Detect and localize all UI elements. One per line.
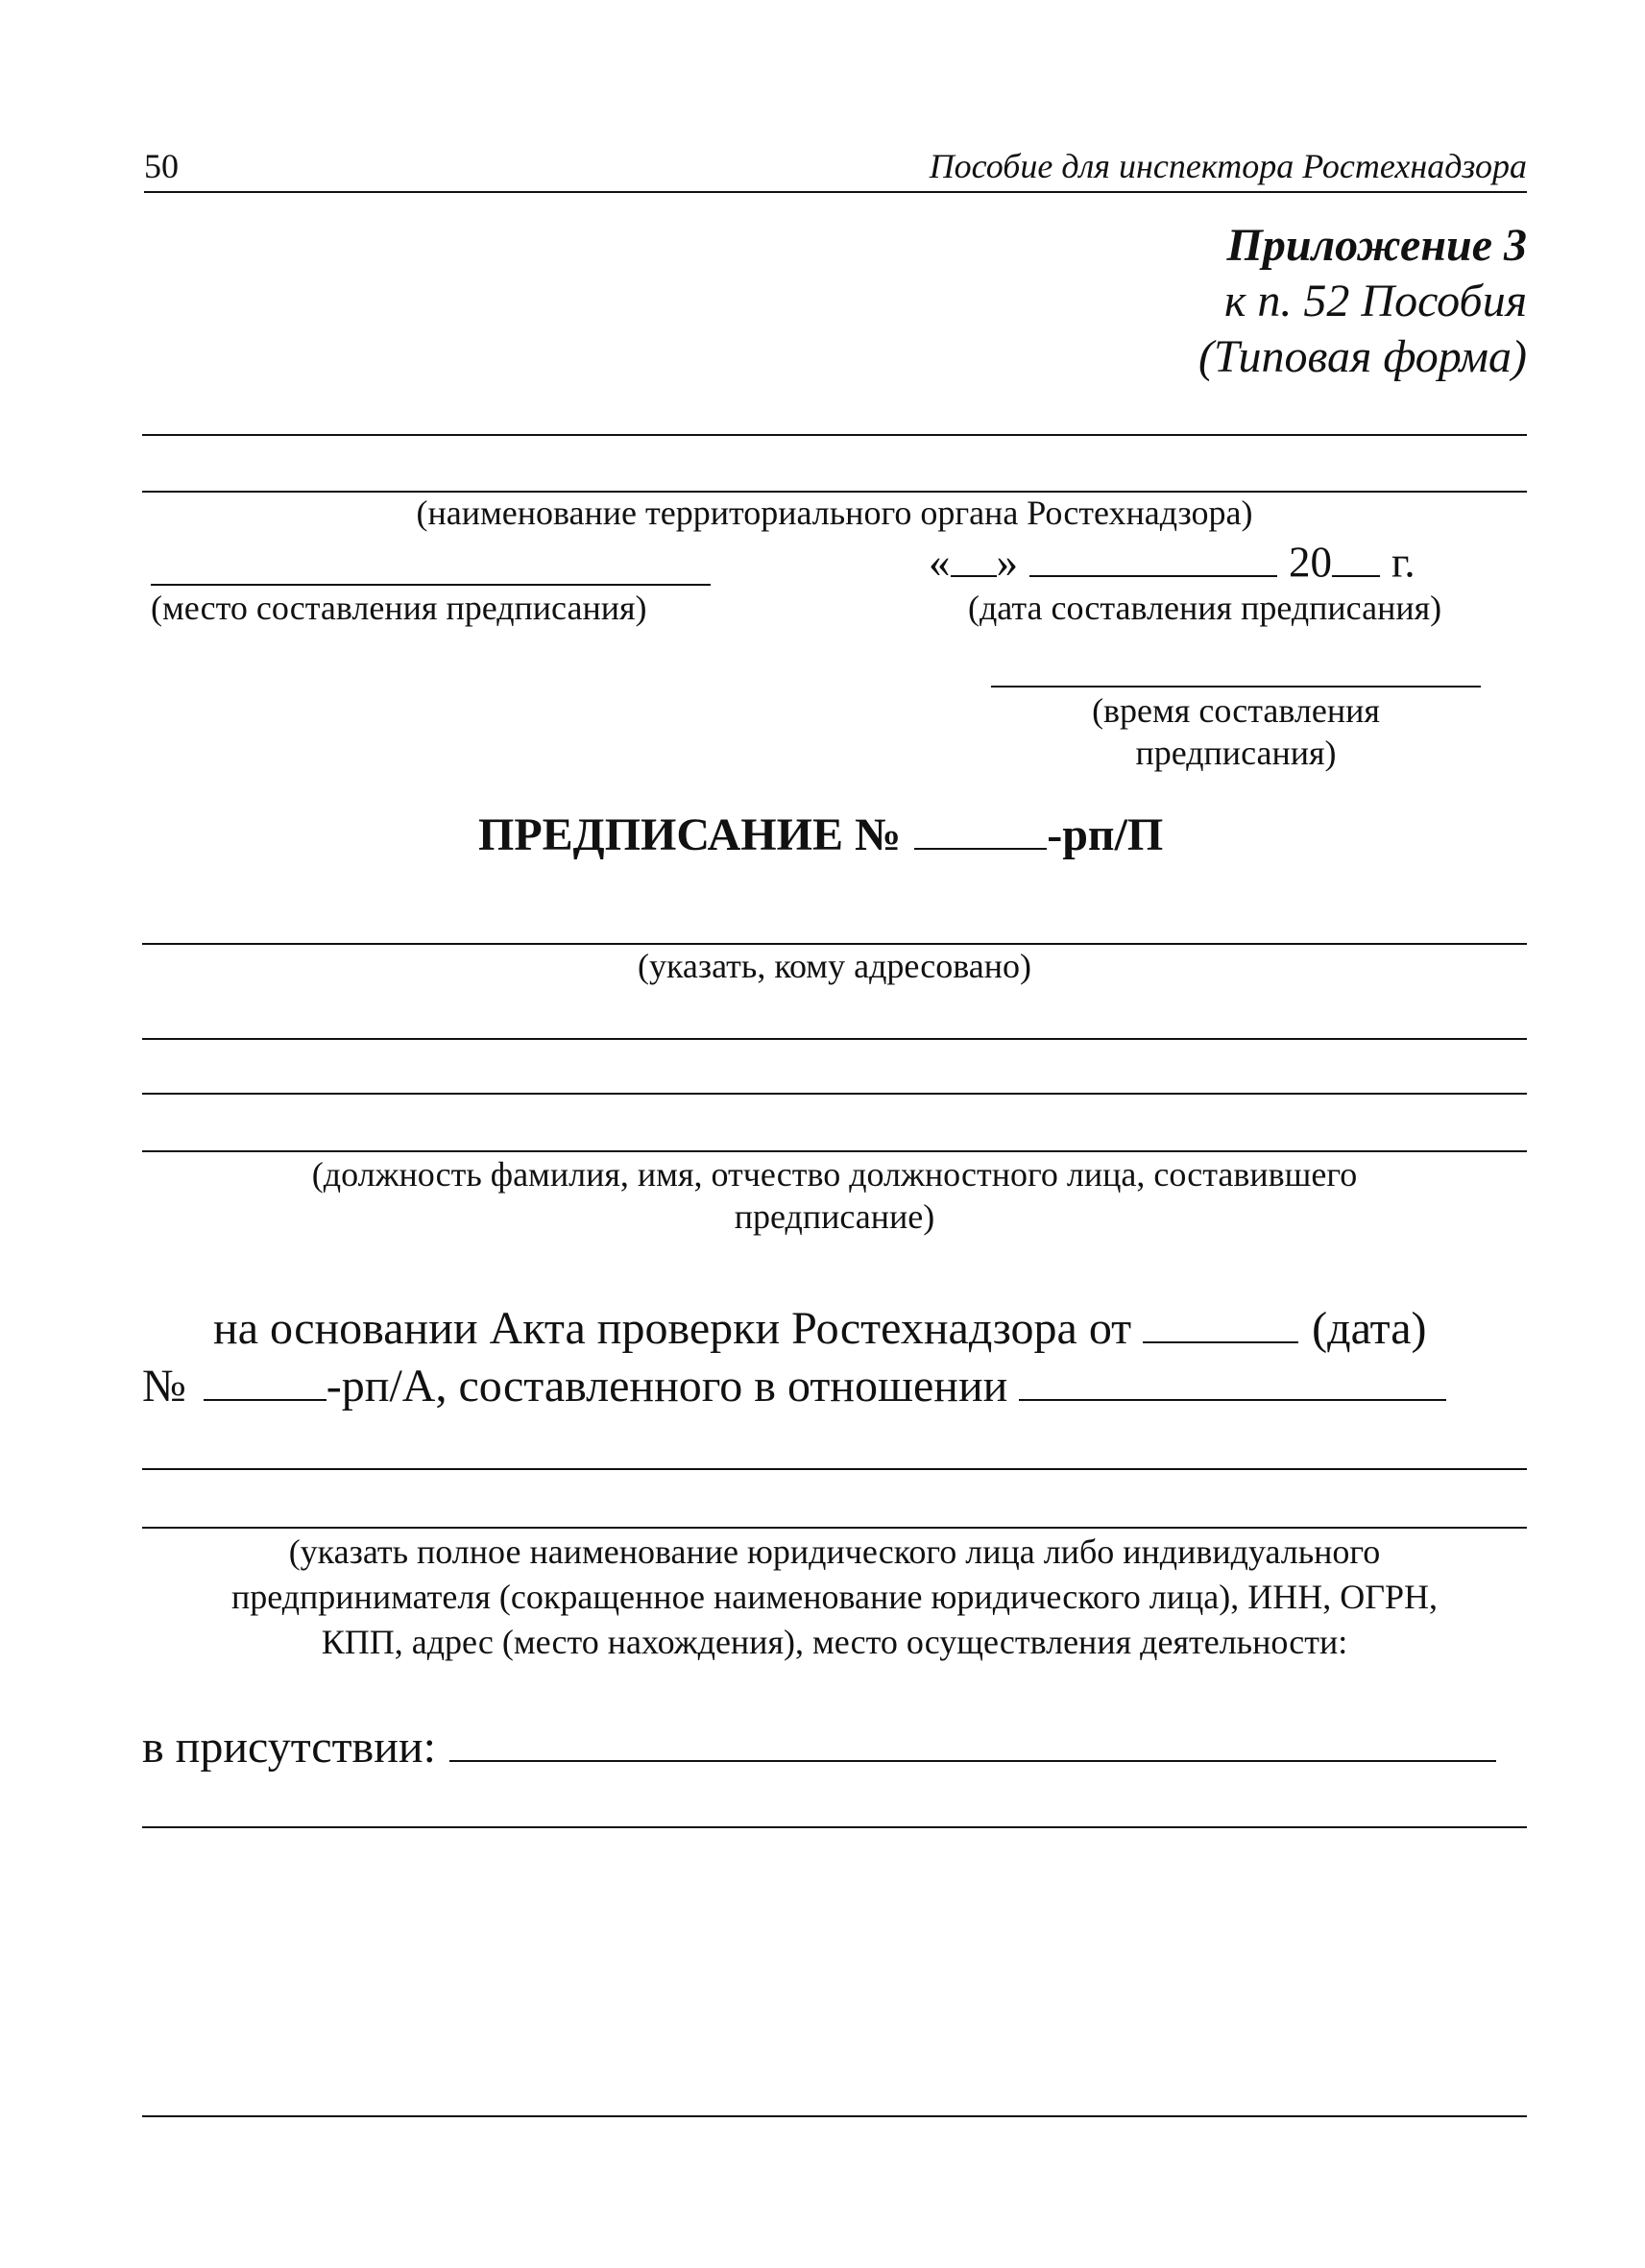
date-field[interactable] xyxy=(929,536,1415,588)
date-day-blank[interactable] xyxy=(951,536,997,577)
territorial-body-caption: (наименование территориального органа Ростехнадзора) xyxy=(416,494,1253,532)
basis-line2-middle: -рп/А, составленного в отношении xyxy=(326,1361,1008,1412)
date-caption: (дата составления предписания) xyxy=(968,589,1442,627)
bottom-line[interactable] xyxy=(142,2115,1527,2117)
running-title: Пособие для инспектора Ростехнадзора xyxy=(929,147,1527,185)
presence-label: в присутствии: xyxy=(142,1722,436,1773)
date-year-prefix: 20 xyxy=(1289,538,1332,587)
entity-caption-line-1: (указать полное наименование юридического лица либо индивидуального xyxy=(288,1532,1381,1571)
title-prefix: ПРЕДПИСАНИЕ № xyxy=(478,809,902,861)
document-title xyxy=(478,807,1163,862)
time-field[interactable] xyxy=(991,686,1481,688)
official-line-3[interactable] xyxy=(142,1150,1527,1152)
entity-caption-line-3: КПП, адрес (место нахождения), место осуществления деятельности: xyxy=(321,1623,1348,1661)
addressee-caption: (указать, кому адресовано) xyxy=(638,947,1031,985)
territorial-body-line-1[interactable] xyxy=(142,434,1527,436)
official-caption-line-1: (должность фамилия, имя, отчество должностного лица, составившего xyxy=(311,1155,1358,1194)
appendix-form-type: (Типовая форма) xyxy=(1197,331,1527,382)
presence-line xyxy=(142,1719,1496,1774)
act-date-blank[interactable] xyxy=(1143,1300,1298,1343)
basis-line-1 xyxy=(213,1300,1426,1356)
time-caption-line-2: предписания) xyxy=(1135,734,1337,772)
presence-blank[interactable] xyxy=(449,1719,1496,1762)
place-field[interactable] xyxy=(151,584,711,586)
time-caption-line-1: (время составления xyxy=(1092,691,1380,730)
title-number-blank[interactable] xyxy=(914,807,1047,850)
act-number-blank[interactable] xyxy=(204,1358,327,1401)
title-suffix: -рп/П xyxy=(1047,809,1164,861)
official-caption-line-2: предписание) xyxy=(734,1197,935,1236)
official-line-1[interactable] xyxy=(142,1038,1527,1040)
date-year-blank[interactable] xyxy=(1332,536,1380,577)
date-month-blank[interactable] xyxy=(1029,536,1277,577)
entity-caption-line-2: предпринимателя (сокращенное наименование юридического лица), ИНН, ОГРН, xyxy=(230,1578,1439,1616)
basis-line1-suffix: (дата) xyxy=(1312,1303,1427,1355)
date-open-quote: « xyxy=(929,538,951,587)
appendix-number: Приложение 3 xyxy=(1226,220,1527,271)
official-line-2[interactable] xyxy=(142,1093,1527,1095)
entity-line-2[interactable] xyxy=(142,1527,1527,1529)
addressee-field[interactable] xyxy=(142,943,1527,945)
place-caption: (место составления предписания) xyxy=(151,589,647,627)
header-rule xyxy=(144,191,1527,193)
presence-line-2[interactable] xyxy=(142,1826,1527,1828)
page-number: 50 xyxy=(144,147,179,185)
entity-line-1[interactable] xyxy=(142,1468,1527,1470)
inspected-entity-blank[interactable] xyxy=(1019,1358,1446,1401)
basis-line1-prefix: на основании Акта проверки Ростехнадзора от xyxy=(213,1303,1132,1355)
basis-line2-prefix: № xyxy=(142,1361,186,1412)
appendix-reference: к п. 52 Пособия xyxy=(1223,276,1527,326)
date-close-quote: » xyxy=(996,538,1018,587)
basis-line-2 xyxy=(142,1358,1446,1413)
date-year-suffix: г. xyxy=(1391,538,1415,587)
